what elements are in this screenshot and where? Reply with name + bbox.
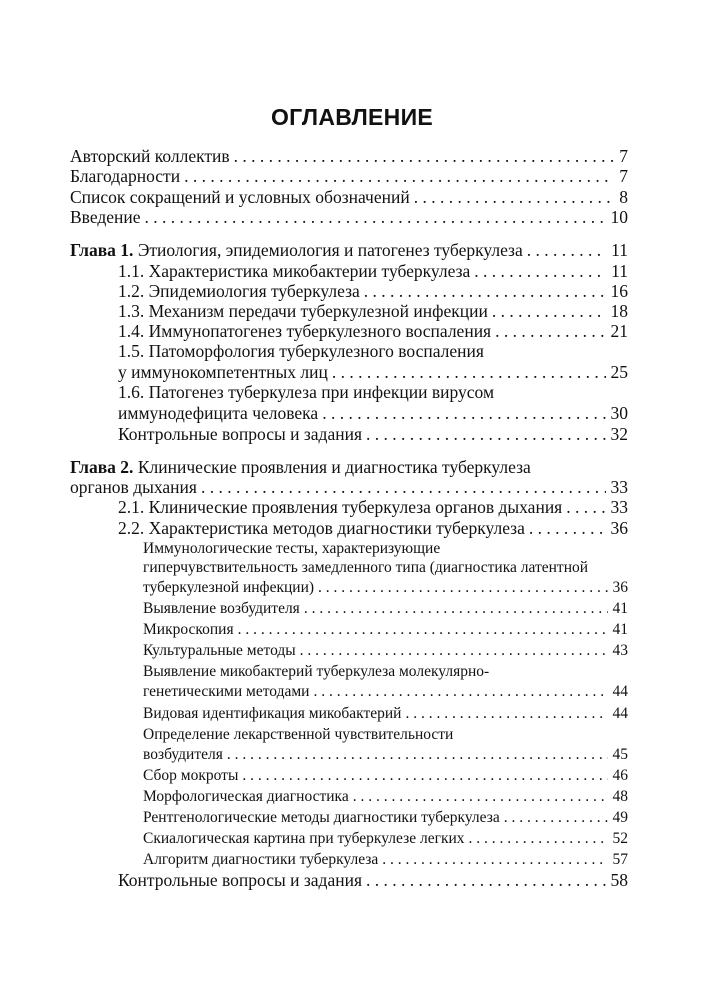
dot-leader [474, 261, 606, 282]
toc-subitem-immunology[interactable] [143, 578, 628, 597]
toc-page-number: 44 [612, 705, 628, 722]
toc-section-1-2[interactable] [118, 281, 628, 302]
dot-leader [318, 578, 607, 597]
dot-leader [242, 766, 607, 785]
dot-leader [184, 166, 614, 187]
dot-leader [332, 362, 606, 383]
toc-section-1-5-line1: 1.5. Патоморфология туберкулезного воспаления [118, 341, 484, 361]
toc-entry-acknowledgements[interactable] [70, 166, 628, 187]
toc-entry-label: 1.1. Характеристика микобактерии туберкулеза [118, 261, 471, 281]
toc-entry-abbreviations[interactable] [70, 187, 628, 208]
dot-leader [201, 477, 606, 498]
toc-entry-label: у иммунокомпетентных лиц [118, 362, 328, 382]
toc-subitem-immunology-line2: гиперчувствительность замедленного типа (диагностика латентной [143, 559, 589, 576]
toc-subitem-microscopy[interactable] [143, 620, 628, 639]
toc-subitem-morphology[interactable] [143, 787, 628, 806]
dot-leader [492, 301, 606, 322]
dot-leader [414, 187, 615, 208]
toc-entry-introduction[interactable] [70, 207, 628, 228]
toc-entry-label: 2.1. Клинические проявления туберкулеза органов дыхания [118, 497, 563, 517]
toc-page-number: 49 [612, 809, 628, 826]
dot-leader [529, 518, 606, 539]
toc-page-number: 33 [610, 477, 628, 497]
toc-page-number: 48 [612, 788, 628, 805]
toc-page-number: 32 [610, 424, 628, 444]
dot-leader [238, 620, 608, 639]
toc-entry-label: Список сокращений и условных обозначений [70, 187, 410, 207]
toc-chapter-2[interactable] [70, 477, 628, 498]
toc-page-number: 33 [610, 497, 628, 517]
toc-page-number: 36 [612, 579, 628, 596]
toc-subitem-culture-methods[interactable] [143, 641, 628, 660]
toc-chapter-1[interactable] [70, 240, 628, 261]
toc-section-1-3[interactable] [118, 301, 628, 322]
toc-page-number: 7 [619, 166, 628, 186]
toc-page-number: 58 [610, 870, 628, 890]
dot-leader [382, 850, 607, 869]
dot-leader [405, 704, 607, 723]
toc-section-2-2[interactable] [118, 518, 628, 539]
dot-leader [366, 870, 606, 891]
toc-entry-label: возбудителя [143, 746, 223, 763]
toc-subitem-skialogy[interactable] [143, 829, 628, 848]
dot-leader [495, 321, 605, 342]
chapter-heading [70, 240, 523, 261]
toc-page-number: 10 [610, 207, 628, 227]
toc-page-number: 30 [610, 403, 628, 423]
chapter-label: Глава 2. [70, 457, 134, 477]
toc-page-number: 43 [612, 642, 628, 659]
toc-entry-label: 1.3. Механизм передачи туберкулезной инфекции [118, 301, 488, 321]
toc-page-number: 25 [610, 362, 628, 382]
toc-review-questions-2[interactable] [118, 870, 628, 891]
toc-chapter-2-line1 [70, 457, 531, 478]
toc-page-number: 18 [610, 301, 628, 321]
toc-page-number: 45 [612, 746, 628, 763]
toc-entry-label: Авторский коллектив [70, 146, 230, 166]
dot-leader [364, 281, 606, 302]
toc-entry-label: Контрольные вопросы и задания [118, 424, 362, 444]
dot-leader [566, 497, 605, 518]
toc-page-number: 36 [610, 518, 628, 538]
chapter-title: Этиология, эпидемиология и патогенез туберкулеза [137, 240, 523, 260]
toc-subitem-susceptibility[interactable] [143, 745, 628, 764]
toc-page-number: 11 [611, 261, 628, 281]
toc-page-number: 41 [612, 621, 628, 638]
toc-page-number: 52 [612, 830, 628, 847]
dot-leader [527, 240, 606, 261]
dot-leader [366, 424, 606, 445]
toc-page-number: 57 [612, 851, 628, 868]
toc-page-number: 11 [611, 240, 628, 260]
chapter-title-continued: органов дыхания [70, 477, 197, 497]
toc-entry-label: Благодарности [70, 166, 181, 186]
toc-subitem-immunology-line1: Иммунологические тесты, характеризующие [143, 540, 441, 557]
toc-section-1-5[interactable] [118, 362, 628, 383]
toc-section-2-1[interactable] [118, 497, 628, 518]
toc-section-1-4[interactable] [118, 321, 628, 342]
dot-leader [227, 745, 608, 764]
toc-entry-label: туберкулезной инфекции) [143, 579, 315, 596]
toc-subitem-molecular-line1: Выявление микобактерий туберкулеза молекулярно- [143, 663, 490, 680]
toc-entry-label: 2.2. Характеристика методов диагностики туберкулеза [118, 518, 525, 538]
toc-entry-label: Микроскопия [143, 621, 234, 638]
toc-entry-label: 1.2. Эпидемиология туберкулеза [118, 281, 360, 301]
toc-entry-label: Морфологическая диагностика [143, 788, 349, 805]
dot-leader [145, 207, 606, 228]
toc-subitem-pathogen-detection[interactable] [143, 599, 628, 618]
dot-leader [234, 146, 615, 167]
toc-page-number: 7 [619, 146, 628, 166]
toc-entry-label: Видовая идентификация микобактерий [143, 705, 402, 722]
dot-leader [313, 682, 607, 701]
toc-entry-label: Культуральные методы [143, 642, 296, 659]
dot-leader [300, 641, 608, 660]
toc-subitem-sputum-collection[interactable] [143, 766, 628, 785]
toc-entry-label: 1.4. Иммунопатогенез туберкулезного воспаления [118, 321, 492, 341]
toc-page-number: 16 [610, 281, 628, 301]
toc-entry-label: генетическими методами [143, 683, 310, 700]
toc-entry-label: иммунодефицита человека [118, 403, 319, 423]
toc-page-number: 44 [612, 683, 628, 700]
toc-subitem-species-identification[interactable] [143, 704, 628, 723]
toc-entry-label: Рентгенологические методы диагностики туберкулеза [143, 809, 500, 826]
toc-page-number: 21 [610, 321, 628, 341]
chapter-label: Глава 1. [70, 240, 134, 260]
toc-page-number: 8 [619, 187, 628, 207]
toc-entry-label: Скиалогическая картина при туберкулезе легких [143, 830, 465, 847]
toc-section-1-6-line1: 1.6. Патогенез туберкулеза при инфекции вирусом [118, 382, 495, 402]
toc-page-number: 41 [612, 600, 628, 617]
toc-section-1-6[interactable] [118, 403, 628, 424]
page-title: ОГЛАВЛЕНИЕ [270, 104, 434, 130]
toc-subitem-susceptibility-line1: Определение лекарственной чувствительности [143, 726, 454, 743]
dot-leader [353, 787, 608, 806]
dot-leader [504, 808, 608, 827]
dot-leader [304, 599, 608, 618]
toc-entry-label: Контрольные вопросы и задания [118, 870, 362, 890]
toc-subitem-radiology[interactable] [143, 808, 628, 827]
toc-page-number: 46 [612, 767, 628, 784]
dot-leader [322, 403, 605, 424]
toc-entry-authors[interactable] [70, 146, 628, 167]
toc-entry-label: Введение [70, 207, 141, 227]
chapter-title: Клинические проявления и диагностика туберкулеза [137, 457, 531, 477]
dot-leader [469, 829, 608, 848]
toc-review-questions-1[interactable] [118, 424, 628, 445]
toc-entry-label: Алгоритм диагностики туберкулеза [143, 851, 379, 868]
toc-entry-label: Выявление возбудителя [143, 600, 300, 617]
toc-section-1-1[interactable] [118, 261, 628, 282]
toc-entry-label: Сбор мокроты [143, 767, 239, 784]
toc-subitem-molecular[interactable] [143, 682, 628, 701]
toc-subitem-diagnostic-algorithm[interactable] [143, 850, 628, 869]
